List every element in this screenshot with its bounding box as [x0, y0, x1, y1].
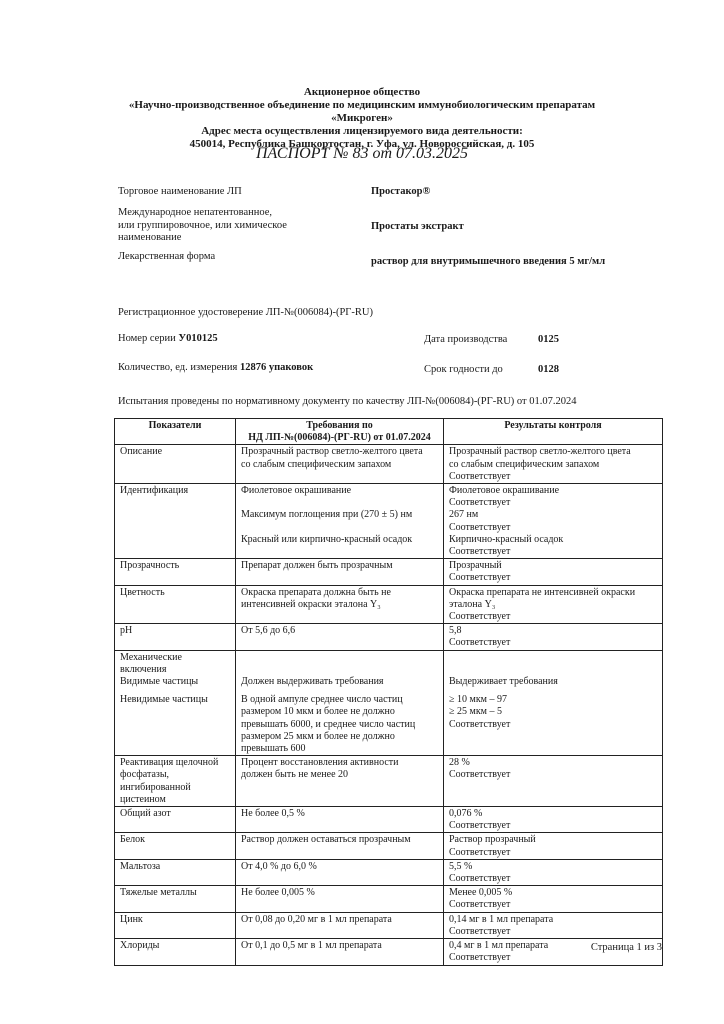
- table-row: [115, 585, 663, 624]
- address: 450014, Республика Башкортостан, г. Уфа, ул. Новороссийская, д. 105: [189, 138, 535, 150]
- indicator-cell: [115, 756, 236, 807]
- header-requirements: Требования по НД ЛП-№(006084)-(РГ-RU) от 01.07.2024: [236, 419, 444, 445]
- address-label: Адрес места осуществления лицензируемого вида деятельности:: [201, 125, 523, 137]
- result-cell: [444, 912, 663, 938]
- spacer: [241, 522, 438, 534]
- requirement-line: Красный или кирпично-красный осадок: [241, 533, 413, 545]
- inn-label: [118, 207, 287, 245]
- table-row: [115, 833, 663, 859]
- requirement-line: В одной ампуле среднее число частиц: [241, 694, 403, 706]
- header-results: Результаты контроля: [444, 419, 663, 445]
- table-row: [115, 624, 663, 650]
- series: [118, 333, 218, 346]
- result-cell: [444, 859, 663, 885]
- series-label: Номер серии: [118, 333, 176, 344]
- result-line: 5,5 %: [449, 860, 473, 872]
- indicator-cell: [115, 886, 236, 912]
- indicator-line: включения: [120, 663, 167, 675]
- spacer: [449, 652, 657, 664]
- requirement-line: размером 25 мкм и более не должно: [241, 730, 395, 742]
- result-line: эталона Y₃: [449, 598, 496, 610]
- trade-name: Простакор®: [371, 186, 431, 197]
- header-indicators: Показатели: [115, 419, 236, 445]
- result-line: Соответствует: [449, 521, 511, 533]
- indicator-cell: [115, 624, 236, 650]
- requirement-line: От 0,08 до 0,20 мг в 1 мл препарата: [241, 913, 392, 925]
- result-cell: [444, 624, 663, 650]
- indicator-line: Хлориды: [120, 940, 160, 952]
- table-row: [115, 484, 663, 559]
- result-cell: [444, 833, 663, 859]
- indicator-cell: [115, 807, 236, 833]
- result-line: Соответствует: [449, 718, 511, 730]
- indicator-line: Цинк: [120, 913, 143, 925]
- requirement-cell: [236, 833, 444, 859]
- expiry-label: Срок годности до: [424, 364, 503, 375]
- indicator-line: Механические: [120, 651, 182, 663]
- requirement-line: Процент восстановления активности: [241, 757, 399, 769]
- requirement-line: От 5,6 до 6,6: [241, 625, 296, 637]
- table-header-row: [115, 419, 663, 445]
- table-row: [115, 445, 663, 484]
- table-row: [115, 939, 663, 965]
- result-line: Раствор прозрачный: [449, 834, 536, 846]
- org-short-name: «Микроген»: [331, 112, 393, 124]
- result-cell: [444, 585, 663, 624]
- indicator-line: Белок: [120, 834, 146, 846]
- result-cell: [444, 484, 663, 559]
- result-line: Соответствует: [449, 546, 511, 558]
- indicator-cell: [115, 859, 236, 885]
- indicator-cell: [115, 833, 236, 859]
- result-line: Соответствует: [449, 769, 511, 781]
- requirement-line: Фиолетовое окрашивание: [241, 485, 352, 497]
- passport-title: ПАСПОРТ № 83 от 07.03.2025: [255, 145, 469, 162]
- result-line: Соответствует: [449, 925, 511, 937]
- result-line: Фиолетовое окрашивание: [449, 485, 560, 497]
- result-line: ≥ 10 мкм – 97: [449, 694, 508, 706]
- requirement-cell: [236, 624, 444, 650]
- indicator-line: цистеином: [120, 793, 166, 805]
- result-line: Соответствует: [449, 497, 511, 509]
- result-line: 0,14 мг в 1 мл препарата: [449, 913, 554, 925]
- indicator-line: Описание: [120, 446, 163, 458]
- indicator-line: ингибированной: [120, 781, 191, 793]
- result-line: Соответствует: [449, 637, 511, 649]
- page-number: Страница 1 из 3: [590, 942, 662, 953]
- requirement-cell: [236, 886, 444, 912]
- requirement-line: превышать 6000, и среднее число частиц: [241, 718, 416, 730]
- requirement-line: Окраска препарата должна быть не: [241, 586, 391, 598]
- quantity-value: 12876 упаковок: [239, 362, 314, 373]
- requirement-line: Прозрачный раствор светло-желтого цвета: [241, 446, 423, 458]
- indicator-line: Тяжелые металлы: [120, 887, 197, 899]
- indicator-line: фосфатазы,: [120, 769, 170, 781]
- result-line: Менее 0,005 %: [449, 887, 513, 899]
- requirement-cell: [236, 859, 444, 885]
- requirement-cell: [236, 807, 444, 833]
- requirement-cell: [236, 756, 444, 807]
- result-line: Окраска препарата не интенсивней окраски: [449, 586, 636, 598]
- indicator-cell: [115, 939, 236, 965]
- result-line: ≥ 25 мкм – 5: [449, 706, 503, 718]
- indicator-cell: [115, 585, 236, 624]
- requirement-line: превышать 600: [241, 743, 306, 755]
- indicator-cell: [115, 912, 236, 938]
- indicator-line: Цветность: [120, 586, 165, 598]
- result-line: Соответствует: [449, 820, 511, 832]
- org-type: Акционерное общество: [303, 86, 421, 98]
- requirement-line: Максимум поглощения при (270 ± 5) нм: [241, 509, 413, 521]
- indicator-line: Идентификация: [120, 485, 189, 497]
- result-line: со слабым специфическим запахом: [449, 458, 600, 470]
- indicator-cell: [115, 650, 236, 756]
- requirement-line: размером 10 мкм и более не должно: [241, 706, 395, 718]
- result-line: Соответствует: [449, 572, 511, 584]
- result-line: Выдерживает требования: [449, 676, 558, 688]
- indicator-line: Невидимые частицы: [120, 694, 208, 706]
- org-header: [0, 86, 724, 151]
- result-line: Соответствует: [449, 873, 511, 885]
- requirement-line: интенсивней окраски эталона Y₃: [241, 598, 381, 610]
- result-cell: [444, 756, 663, 807]
- requirement-line: Раствор должен оставаться прозрачным: [241, 834, 411, 846]
- table-row: [115, 912, 663, 938]
- dosage-form: раствор для внутримышечного введения 5 мг/мл: [371, 256, 606, 267]
- result-line: Соответствует: [449, 846, 511, 858]
- result-cell: [444, 445, 663, 484]
- result-line: 267 нм: [449, 509, 479, 521]
- requirement-cell: [236, 912, 444, 938]
- result-line: 0,4 мг в 1 мл препарата: [449, 940, 549, 952]
- table-row: [115, 886, 663, 912]
- inn-label-line: Международное непатентованное,: [118, 207, 273, 218]
- result-cell: [444, 807, 663, 833]
- indicator-cell: [115, 484, 236, 559]
- table-row: [115, 859, 663, 885]
- registration-certificate: Регистрационное удостоверение ЛП-№(006084)-(РГ-RU): [118, 307, 373, 318]
- inn: Простаты экстракт: [371, 221, 464, 232]
- trade-name-label: Торговое наименование ЛП: [118, 186, 242, 197]
- indicator-line: Мальтоза: [120, 860, 161, 872]
- requirement-line: Не более 0,5 %: [241, 808, 305, 820]
- indicator-line: Общий азот: [120, 808, 171, 820]
- series-value: У010125: [178, 333, 218, 344]
- spacer: [449, 664, 657, 676]
- result-line: 5,8: [449, 625, 462, 637]
- spacer: [241, 652, 438, 664]
- indicator-line: pH: [120, 625, 133, 637]
- requirement-cell: [236, 484, 444, 559]
- indicator-cell: [115, 445, 236, 484]
- inn-label-line: наименование: [118, 232, 182, 243]
- result-line: 28 %: [449, 757, 470, 769]
- result-line: Кирпично-красный осадок: [449, 533, 564, 545]
- requirement-line: со слабым специфическим запахом: [241, 458, 392, 470]
- spacer: [241, 497, 438, 509]
- indicator-line: Реактивация щелочной: [120, 757, 219, 769]
- result-cell: [444, 886, 663, 912]
- result-line: Соответствует: [449, 611, 511, 623]
- result-line: 0,076 %: [449, 808, 483, 820]
- production-date-label: Дата производства: [424, 334, 508, 345]
- quantity-label: Количество, ед. измерения: [118, 362, 238, 373]
- production-date: 0125: [538, 334, 559, 345]
- requirement-line: Не более 0,005 %: [241, 887, 315, 899]
- table-row: [115, 650, 663, 756]
- indicator-cell: [115, 559, 236, 585]
- requirement-cell: [236, 585, 444, 624]
- requirement-line: Должен выдерживать требования: [241, 676, 384, 688]
- result-cell: [444, 650, 663, 756]
- tests-note: Испытания проведены по нормативному документу по качеству ЛП-№(006084)-(РГ-RU) от 01.07.2024: [118, 396, 577, 407]
- form-label: Лекарственная форма: [118, 251, 216, 262]
- table-row: [115, 756, 663, 807]
- quality-control-table: [114, 418, 663, 966]
- table-row: [115, 559, 663, 585]
- inn-label-line: или группировочное, или химическое: [118, 219, 287, 231]
- indicator-line: Видимые частицы: [120, 676, 199, 688]
- requirement-line: Препарат должен быть прозрачным: [241, 560, 393, 572]
- spacer: [241, 664, 438, 676]
- requirement-line: От 4,0 % до 6,0 %: [241, 860, 317, 872]
- org-name: «Научно-производственное объединение по медицинским иммунобиологическим препаратам: [128, 99, 596, 111]
- expiry-date: 0128: [538, 364, 559, 375]
- requirement-cell: [236, 939, 444, 965]
- indicator-line: Прозрачность: [120, 560, 180, 572]
- result-line: Прозрачный раствор светло-желтого цвета: [449, 446, 631, 458]
- requirement-cell: [236, 650, 444, 756]
- result-line: Соответствует: [449, 952, 511, 964]
- result-line: Прозрачный: [449, 560, 502, 572]
- requirement-line: должен быть не менее 20: [241, 769, 349, 781]
- quantity: [118, 362, 313, 375]
- result-line: Соответствует: [449, 470, 511, 482]
- result-line: Соответствует: [449, 899, 511, 911]
- table-row: [115, 807, 663, 833]
- result-cell: [444, 559, 663, 585]
- requirement-cell: [236, 445, 444, 484]
- requirement-cell: [236, 559, 444, 585]
- requirement-line: От 0,1 до 0,5 мг в 1 мл препарата: [241, 940, 382, 952]
